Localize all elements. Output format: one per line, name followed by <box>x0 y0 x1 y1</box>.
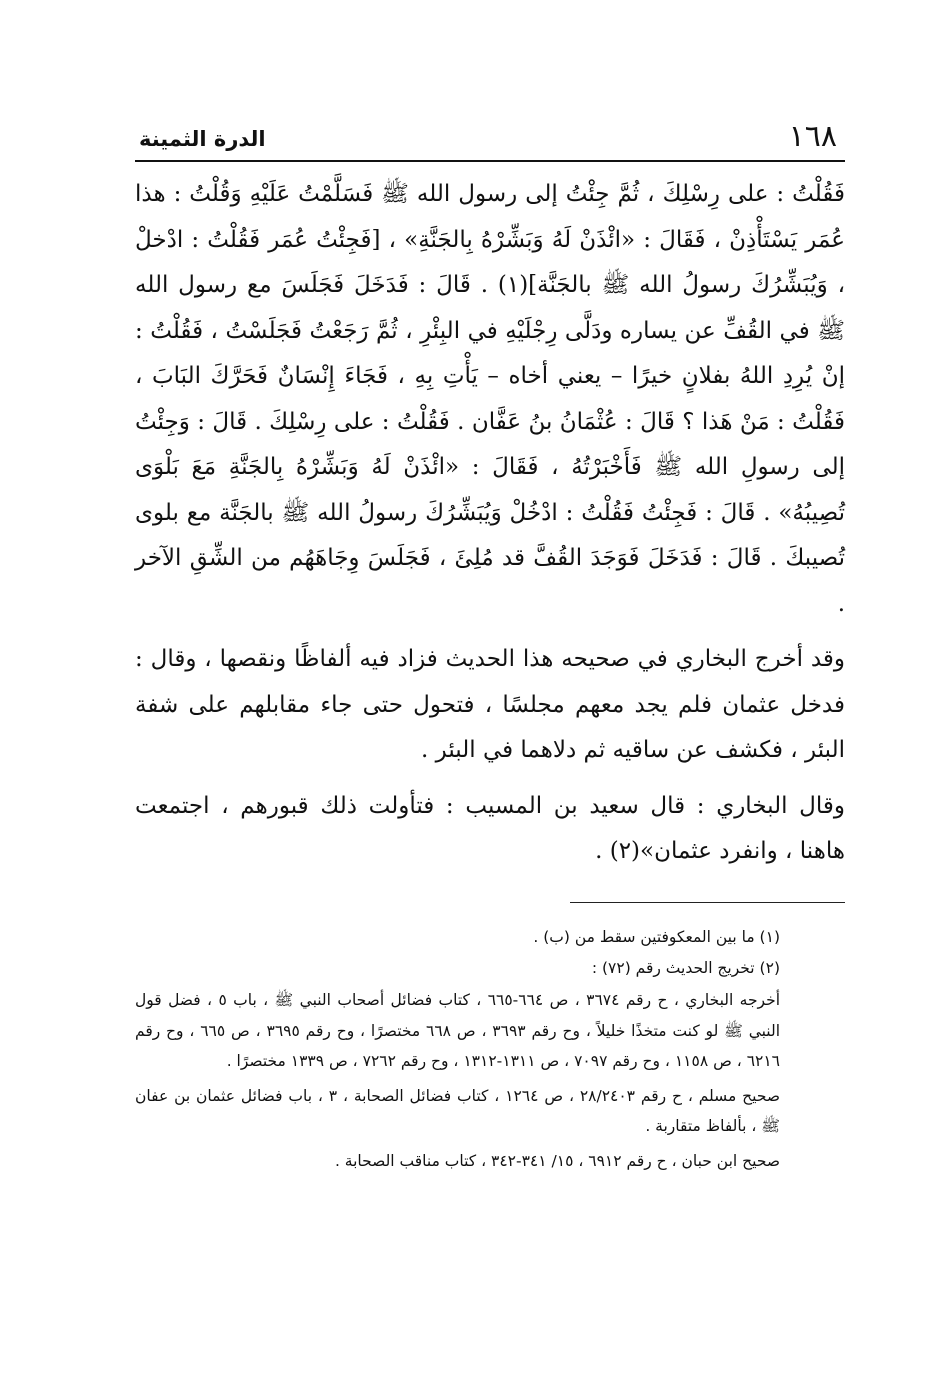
header-divider <box>135 160 845 162</box>
footnote-source-ibn-hibban: صحيح ابن حبان ، ح رقم ٦٩١٢ ، ١٥/ ٣٤١-٣٤٢ ، كتاب مناقب الصحابة . <box>334 1151 780 1170</box>
footnote-source-muslim: صحيح مسلم ، ح رقم ٢٨/٢٤٠٣ ، ص ١٢٦٤ ، كتاب فضائل الصحابة ، ٣ ، باب فضائل عثمان بن عفان ﷺ ، بألفاظ متقاربة . <box>135 1086 781 1135</box>
footnote-source-bukhari: أخرجه البخاري ، ح رقم ٣٦٧٤ ، ص ٦٦٤-٦٦٥ ، كتاب فضائل أصحاب النبي ﷺ ، باب ٥ ، فضل قول النبي ﷺ لو كنت متخذًا خليلاً ، وح رقم ٣٦٩٣ ، ص ٦٦٨ مختصرًا ، وح رقم ٣٦٩٥ ، ص ٦٦٥ ، وح رقم ٦٢١٦ ، ص ١١٥٨ ، وح رقم ٧٠٩٧ ، ص ١٣١١-١٣١٢ ، وح رقم ٧٢٦٢ ، ص ١٣٣٩ مختصرًا . <box>135 991 781 1070</box>
footnotes <box>135 922 780 1176</box>
bukhari-paragraph: وقد أخرج البخاري في صحيحه هذا الحديث فزاد فيه ألفاظًا ونقصها ، وقال : فدخل عثمان فلم يجد معهم مجلسًا ، فتحول حتى جاء مقابلهم على شفة البئر ، فكشف عن ساقيه ثم دلاهما في البئر . <box>135 646 845 763</box>
page-header <box>135 118 845 162</box>
footnote-divider <box>570 902 845 903</box>
hadith-paragraph: فَقُلْتُ : على رِسْلِكَ ، ثُمَّ جِئْتُ إلى رسول الله ﷺ فَسَلَّمْتُ عَلَيْهِ وَقُلْتُ : هذا عُمَر يَسْتَأْذِنْ ، فَقَالَ : «ائْذَنْ لَهُ وَبَشِّرْهُ بِالجَنَّةِ» ، [فَجِئْتُ عُمَر فَقُلْتُ : ادْخلْ ، وَيُبَشِّرُكَ رسولُ الله ﷺ بالجَنَّة](١) . قَالَ : فَدَخَلَ فَجَلَسَ مع رسول الله ﷺ في القُفِّ عن يساره ودَلَّى رِجْلَيْهِ في البِئْرِ ، ثُمَّ رَجَعْتُ فَجَلَسْتُ ، فَقُلْتُ : إنْ يُرِدِ اللهُ بفلانٍ خيرًا – يعني أخاه – يَأْتِ بِهِ ، فَجَاءَ إِنْسَانٌ فَحَرَّكَ البَابَ ، فَقُلْتُ : مَنْ هَذا ؟ قَالَ : عُثْمَانُ بنُ عَفَّان . فَقُلْتُ : على رِسْلِكَ . قَالَ : وَجِئْتُ إلى رسولِ الله ﷺ فَأَخْبَرْتُهُ ، فَقَالَ : «ائْذَنْ لَهُ وَبَشِّرْهُ بِالجَنَّةِ مَعَ بَلْوَى تُصِيبُهُ» . قَالَ : فَجِئْتُ فَقُلْتُ : ادْخُلْ وَيُبَشِّرُكَ رسولُ الله ﷺ بالجَنَّة مع بلوى تُصيبكَ . قَالَ : فَدَخَلَ فَوَجَدَ القُفَّ قد مُلِئَ ، فَجَلَسَ وِجَاهَهُم من الشِّقِ الآخر . <box>135 181 845 617</box>
footnote-1: (١) ما بين المعكوفتين سقط من (ب) . <box>533 928 780 946</box>
footnote-2: (٢) تخريج الحديث رقم (٧٢) : <box>591 958 780 977</box>
said-paragraph: وقال البخاري : قال سعيد بن المسيب : فتأولت ذلك قبورهم ، اجتمعت هاهنا ، وانفرد عثمان»(٢) . <box>135 792 845 864</box>
page-number: ١٦٨ <box>788 119 837 154</box>
main-text <box>135 172 845 875</box>
running-title: الدرة الثمينة <box>139 127 266 151</box>
